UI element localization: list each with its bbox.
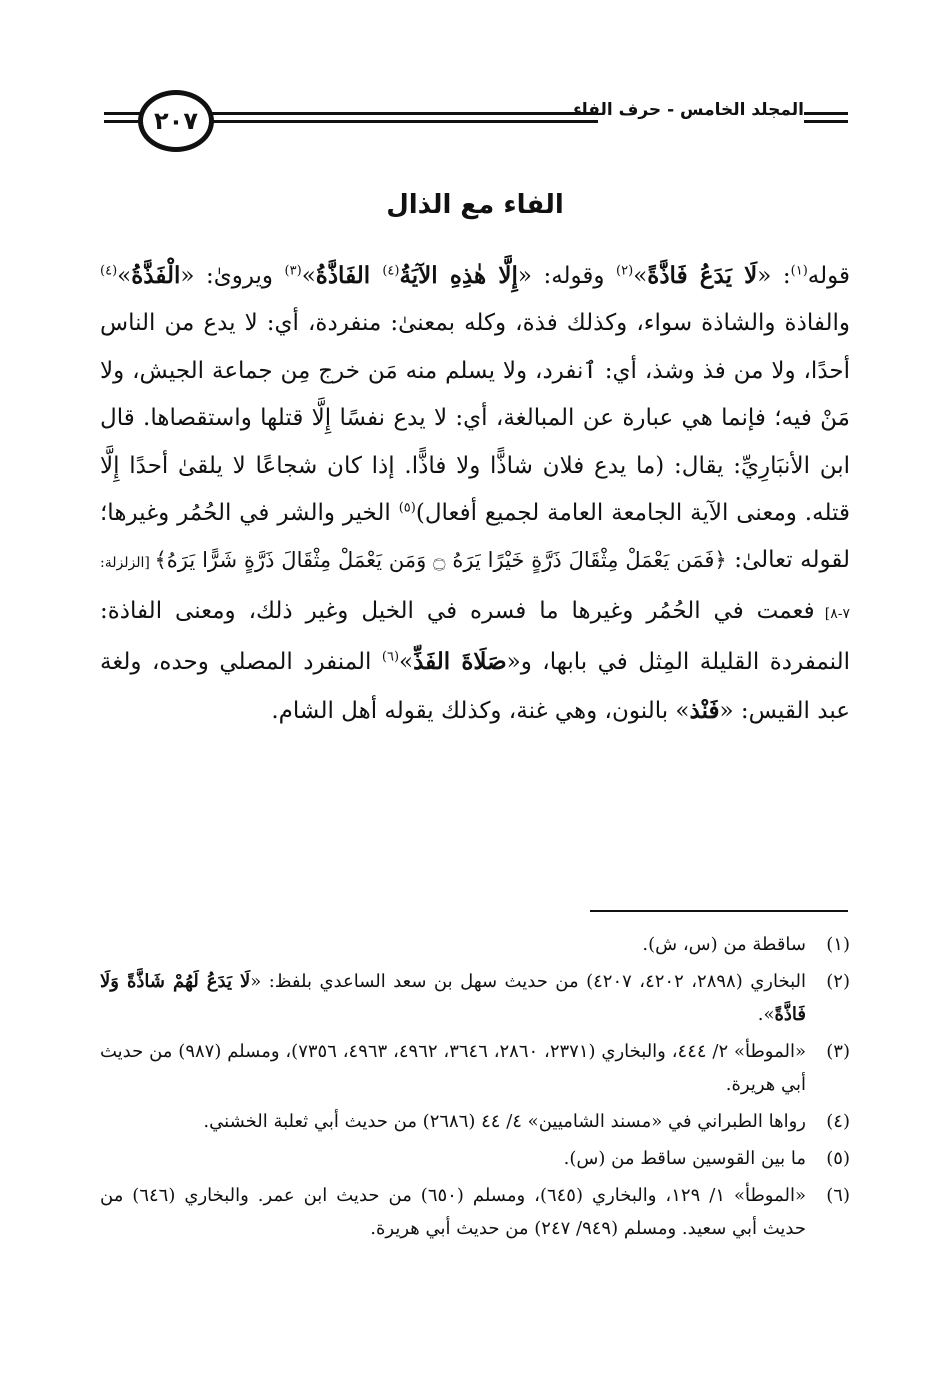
section-title: الفاء مع الذال bbox=[386, 190, 564, 220]
footnote bbox=[100, 928, 850, 961]
text-run: والفاذة والشاذة سواء، وكذلك فذة، وكله بمعنىٰ: منفردة، أي: لا يدع من الناس أحدًا، ولا من فذ وشذ، أي: ٱنفرد، ولا يسلم منه مَن خرج مِن جماعة الجيش، ولا مَنْ فيه؛ فإنما هي عبارة عن المبالغة، أي: لا يدع نفسًا إِلَّا قتلها واستقصاها. قال ابن الأنبَارِيِّ: يقال: (ما يدع فلان شاذًّا ولا فاذًّا. إذا كان شجاعًا لا يلقىٰ أحدًا إِلَّا قتله. ومعنى الآية الجامعة العامة لجميع أفعال) bbox=[100, 310, 850, 527]
verse-reference: [الزلزلة: ٧-٨] bbox=[100, 555, 850, 622]
footnote bbox=[100, 1105, 850, 1138]
footnote bbox=[100, 965, 850, 1031]
footnote-text: «الموطأ» ٢/ ٤٤٤، والبخاري (٢٣٧١، ٢٨٦٠، ٣٦٤٦، ٤٩٦٢، ٤٩٦٣، ٧٣٥٦)، ومسلم (٩٨٧) من حديث أبي هريرة. bbox=[100, 1041, 807, 1095]
footnote-number: (٦) bbox=[826, 1185, 850, 1206]
text-run: » bbox=[399, 649, 414, 676]
hadith-quote: الْفَذَّةُ bbox=[131, 262, 181, 289]
text-run: وقوله: « bbox=[517, 263, 617, 289]
header-rule bbox=[804, 112, 848, 115]
header-rule bbox=[212, 112, 598, 115]
header-rule bbox=[804, 120, 848, 123]
header-rule bbox=[104, 120, 142, 123]
footnote-ref: (٢) bbox=[616, 263, 634, 279]
hadith-quote: صَلَاةَ الفَذِّ bbox=[413, 648, 507, 676]
text-run: » bbox=[633, 263, 648, 289]
text-run: : « bbox=[757, 263, 791, 289]
text-run: ». bbox=[757, 1004, 775, 1025]
hadith-quote: إِلَّا هٰذِهِ الآيَةُ bbox=[399, 262, 518, 289]
paragraph bbox=[100, 252, 850, 735]
hadith-quote: الفَاذَّةُ bbox=[315, 262, 383, 289]
footnote-divider bbox=[590, 910, 848, 912]
footnote-text: رواها الطبراني في «مسند الشاميين» ٤/ ٤٤ (٢٦٨٦) من حديث أبي ثعلبة الخشني. bbox=[203, 1111, 806, 1132]
footnote-text: ساقطة من (س، ش). bbox=[642, 934, 806, 955]
footnote-number: (٤) bbox=[826, 1111, 850, 1132]
running-title: المجلد الخامس - حرف الفاء bbox=[573, 100, 804, 120]
footnote-number: (٢) bbox=[826, 971, 850, 992]
header-rule bbox=[212, 120, 598, 123]
text-run: » بالنون، وهي غنة، وكذلك يقوله أهل الشام. bbox=[271, 697, 690, 724]
footnote-text: «الموطأ» ١/ ١٢٩، والبخاري (٦٤٥)، ومسلم (٦٥٠) من حديث ابن عمر. والبخاري (٦٤٦) من حديث أبي سعيد. ومسلم (٩٤٩/ ٢٤٧) من حديث أبي هريرة. bbox=[100, 1185, 806, 1239]
footnote bbox=[100, 1142, 850, 1175]
header-rule bbox=[104, 112, 142, 115]
text-run: فعمت في الحُمُر وغيرها ما فسره في الخيل وغير ذلك، ومعنى الفاذة: النمفردة القليلة المِثل في بابها، و« bbox=[100, 597, 850, 676]
footnote-ref: (١) bbox=[790, 263, 808, 279]
footnote bbox=[100, 1179, 850, 1245]
text-run: قوله bbox=[807, 263, 850, 289]
footnote-ref: (٤) bbox=[100, 263, 118, 279]
text-run: المنفرد المصلي وحده، ولغة عبد القيس: « bbox=[100, 649, 850, 724]
hadith-quote: لَا يَدَعُ لَهُمْ شَاذَّةً وَلَا فَاذَّةً bbox=[100, 971, 806, 1025]
footnote bbox=[100, 1035, 850, 1101]
footnote-text: ما بين القوسين ساقط من (س). bbox=[563, 1148, 806, 1169]
text-run: » bbox=[301, 263, 316, 289]
footnotes bbox=[100, 928, 850, 1249]
hadith-quote: لَا يَدَعُ فَاذَّةً bbox=[647, 262, 758, 289]
footnote-ref: (٦) bbox=[381, 649, 400, 665]
footnote-ref: (٥) bbox=[398, 500, 416, 516]
footnote-ref: (٤) bbox=[382, 263, 400, 279]
footnote-ref: (٣) bbox=[284, 263, 302, 279]
page-header bbox=[104, 88, 848, 152]
footnote-number: (٣) bbox=[826, 1041, 850, 1062]
hadith-quote: فَنْذ bbox=[689, 696, 720, 724]
footnote-text bbox=[100, 965, 806, 1031]
quran-verse: ﴿فَمَن يَعْمَلْ مِثْقَالَ ذَرَّةٍ خَيْرًا يَرَهُ ۝ وَمَن يَعْمَلْ مِثْقَالَ ذَرَّةٍ شَرًّا يَرَهُ﴾ bbox=[154, 548, 727, 573]
text-run: ويروىٰ: « bbox=[180, 263, 285, 289]
text-run: » bbox=[117, 263, 132, 289]
footnote-number: (١) bbox=[826, 934, 850, 955]
text-run: البخاري (٢٨٩٨، ٤٢٠٢، ٤٢٠٧) من حديث سهل بن سعد الساعدي بلفظ: « bbox=[250, 971, 807, 992]
main-text bbox=[100, 252, 850, 735]
footnote-number: (٥) bbox=[826, 1148, 850, 1169]
page-number: ٢٠٧ bbox=[138, 90, 214, 152]
text-run: الخير والشر في الحُمُر وغيرها؛ لقوله تعالىٰ: bbox=[100, 500, 850, 574]
